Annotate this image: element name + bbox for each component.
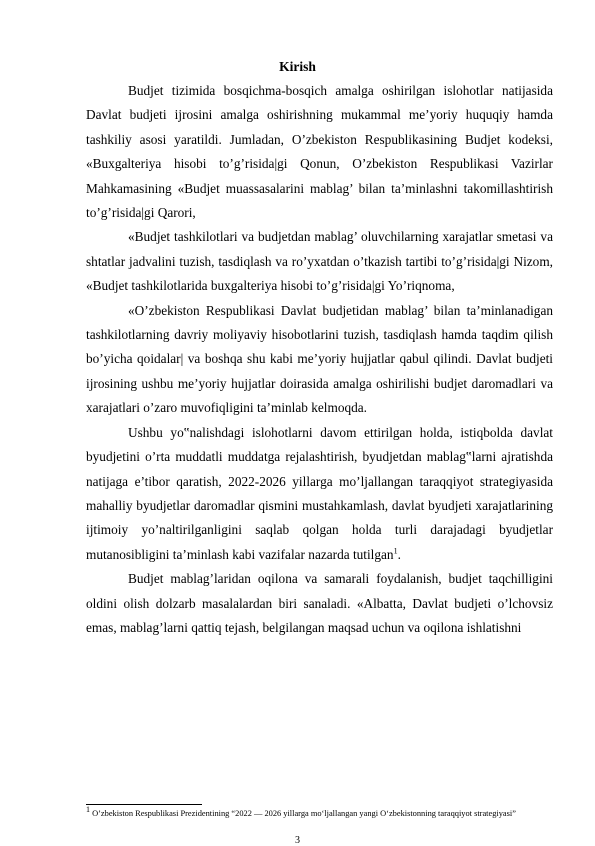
footnote [86, 805, 553, 820]
paragraph-5: Budjet mablag’laridan oqilona va samarali foydalanish, budjet taqchilligini oldini olish dolzarb masalalardan biri sanaladi. «Albatta, Davlat budjeti o’lchovsiz emas, mablag’larni qattiq tejash, belgilangan maqsad uchun va oqilona ishlatishni [86, 571, 553, 635]
paragraph-3: «O’zbekiston Respublikasi Davlat budjetidan mablag’ bilan ta’minlanadigan tashkilotlarning davriy moliyaviy hisobotlarini tuzish, tasdiqlash hamda taqdim qilish bo’yicha qoidalar| va boshqa shu kabi me’yoriy hujjatlar qabul qilindi. Davlat budjeti ijrosining ushbu me’yoriy hujjatlar doirasida amalga oshirilishi budjet daromadlari va xarajatlari o’zaro muvofiqligini ta’minlab kelmoqda. [86, 302, 553, 416]
paragraph-4: Ushbu yo‟nalishdagi islohotlarni davom ettirilgan holda, istiqbolda davlat byudjetini o’rta muddatli muddatga rejalashtirish, byudjetdan mablag‟larni ajratishda natijaga e’tibor qaratish, 2022-2026 yillarga mo’ljallangan taraqqiyot strategiyasida mahalliy byudjetlar daromadlar qismini mustahkamlash, davlat byudjeti xarajatlarining ijtimoiy yo’naltirilganligini saqlab qolgan holda turli darajadagi byudjetlar mutanosibligini ta’minlash kabi vazifalar nazarda tutilgan$^1$. [86, 424, 553, 562]
body-text [86, 79, 553, 640]
paragraph-2: «Budjet tashkilotlari va budjetdan mablag’ oluvchilarning xarajatlar smetasi va shtatlar jadvalini tuzish, tasdiqlash va ro’yxatdan o’tkazish tartibi to’g’risida|gi Nizom, «Budjet tashkilotlarida buxgalteriya hisobi to’g’risida|gi Yo’riqnoma, [86, 229, 553, 294]
footnote-marker: 1 [86, 805, 90, 815]
footnote-text: O’zbekiston Respublikasi Prezidentining “2022 — 2026 yillarga mo‘ljallangan yangi O‘zbekistonning taraqqiyot strategiyasi” [92, 809, 516, 818]
footnote-divider [86, 804, 202, 805]
paragraph-4-text: Ushbu yo‟nalishdagi islohotlarni davom ettirilgan holda, istiqbolda davlat byudjetini o’rta muddatli muddatga rejalashtirish, byudjetdan mablag‟larni ajratishda natijaga e’tibor qaratish, 2022-2026 yillarga mo’ljallangan taraqqiyot strategiyasida mahalliy byudjetlar daromadlar qismini mustahkamlash, davlat byudjeti xarajatlarining ijtimoiy yo’naltirilganligini saqlab qolgan holda turli darajadagi byudjetlar mutanosibligini ta’minlash kabi vazifalar nazarda tutilgan [86, 424, 553, 562]
page-number: 3 [295, 835, 300, 846]
section-title: Kirish [279, 59, 316, 74]
footnote-reference[interactable]: 1 [393, 546, 398, 556]
paragraph-1: Budjet tizimida bosqichma-bosqich amalga oshirilgan islohotlar natijasida Davlat budjeti ijrosini amalga oshirishning mukammal me’yoriy huquqiy hamda tashkiliy asosi yaratildi. Jumladan, O’zbekiston Respublikasining Budjet kodeksi, «Buxgalteriya hisobi to’g’risida|gi Qonun, O’zbekiston Respublikasi Vazirlar Mahkamasining «Budjet muassasalarini mablag’ bilan ta’minlashni takomillashtirish to’g’risida|gi Qarori, [86, 83, 553, 221]
